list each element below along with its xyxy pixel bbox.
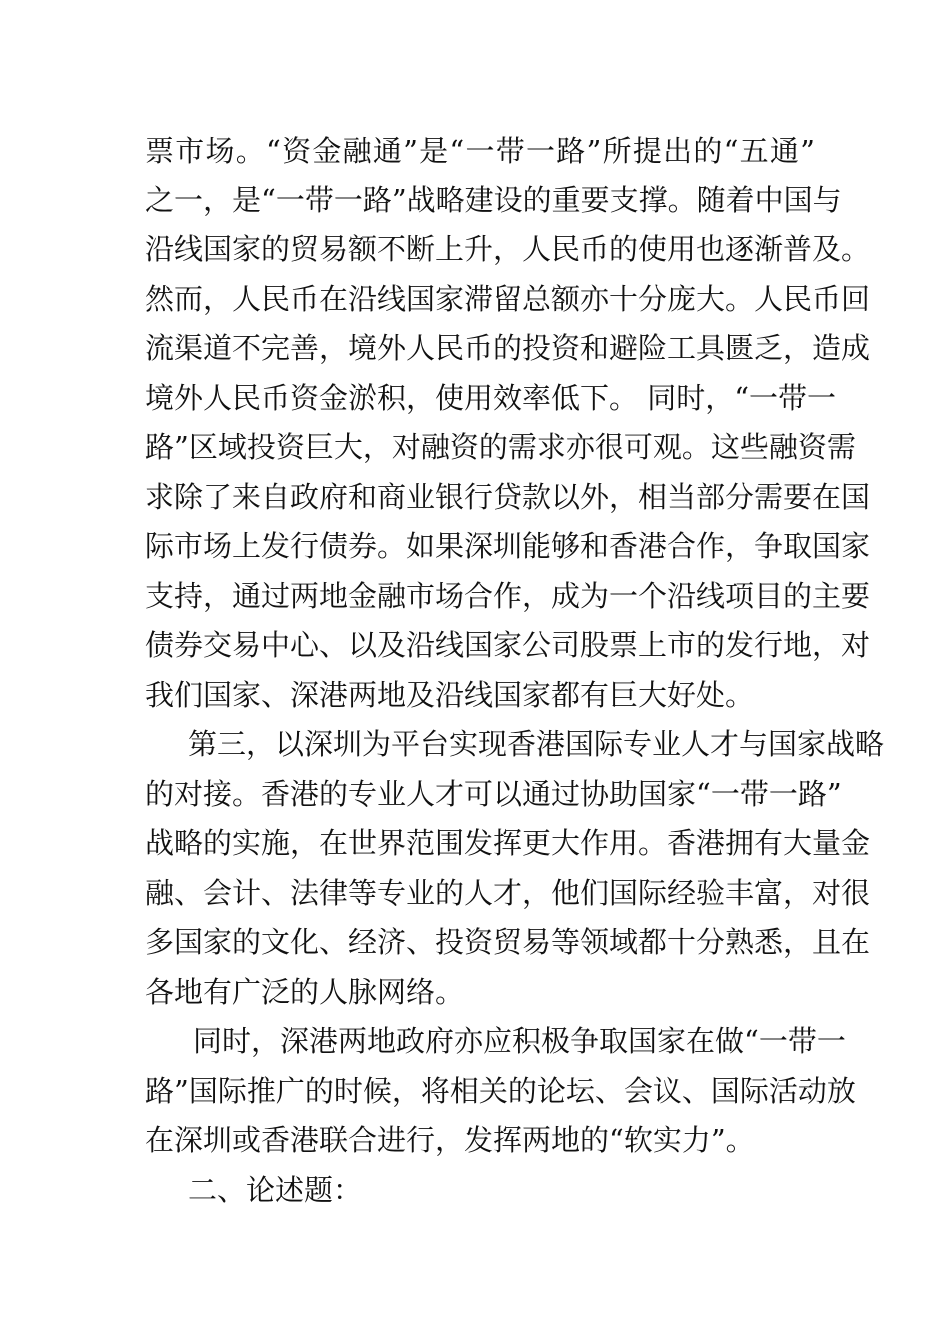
text-line: 支持，通过两地金融市场合作，成为一个沿线项目的主要 [145,579,871,613]
text-line: 融、会计、法律等专业的人才，他们国际经验丰富，对很 [145,876,871,910]
text-line: 票市场。“资金融通”是“一带一路”所提出的“五通” [145,134,815,168]
text-line: 路”国际推广的时候，将相关的论坛、会议、国际活动放 [145,1074,856,1108]
text-line: 际市场上发行债券。如果深圳能够和香港合作，争取国家 [145,529,871,563]
text-line: 求除了来自政府和商业银行贷款以外，相当部分需要在国 [145,480,871,514]
text-line: 在深圳或香港联合进行，发挥两地的“软实力”。 [145,1123,755,1157]
text-line: 流渠道不完善，境外人民币的投资和避险工具匮乏，造成 [145,331,871,365]
text-line: 之一，是“一带一路”战略建设的重要支撑。随着中国与 [145,183,842,217]
text-line: 同时，深港两地政府亦应积极争取国家在做“一带一 [193,1024,846,1058]
text-line: 多国家的文化、经济、投资贸易等领域都十分熟悉，且在 [145,925,871,959]
text-line: 战略的实施，在世界范围发挥更大作用。香港拥有大量金 [145,826,871,860]
section-heading: 二、论述题： [188,1173,363,1207]
text-line: 然而，人民币在沿线国家滞留总额亦十分庞大。人民币回 [145,282,871,316]
text-line: 第三，以深圳为平台实现香港国际专业人才与国家战略 [188,727,885,761]
text-line: 的对接。香港的专业人才可以通过协助国家“一带一路” [145,777,842,811]
text-line: 路”区域投资巨大，对融资的需求亦很可观。这些融资需 [145,430,856,464]
text-line: 各地有广泛的人脉网络。 [145,975,465,1009]
text-line: 债券交易中心、以及沿线国家公司股票上市的发行地，对 [145,628,871,662]
text-line: 我们国家、深港两地及沿线国家都有巨大好处。 [145,678,755,712]
text-line: 境外人民币资金淤积，使用效率低下。 同时，“一带一 [145,381,837,415]
text-line: 沿线国家的贸易额不断上升，人民币的使用也逐渐普及。 [145,232,871,266]
